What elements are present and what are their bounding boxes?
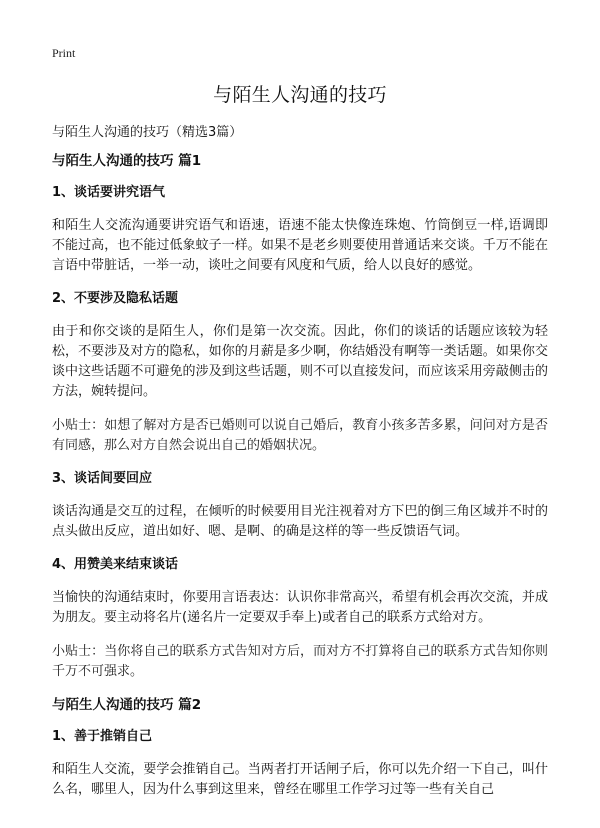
tip-paragraph: 小贴士：如想了解对方是否已婚则可以说自己婚后，教育小孩多苦多累，问问对方是否有同感，那么对方自然会说出自己的婚姻状况。 (52, 418, 548, 453)
document-subtitle: 与陌生人沟通的技巧（精选3篇） (52, 125, 243, 140)
article-body (52, 152, 548, 814)
tip-paragraph: 小贴士：当你将自己的联系方式告知对方后，而对方不打算将自己的联系方式告知你则千万不可强求。 (52, 644, 548, 679)
item-heading: 4、用赞美来结束谈话 (52, 557, 179, 572)
item-heading: 1、谈话要讲究语气 (52, 185, 166, 200)
item-heading: 3、谈话间要回应 (52, 471, 153, 486)
paragraph: 当愉快的沟通结束时，你要用言语表达：认识你非常高兴，希望有机会再次交流，并成为朋友。要主动将名片(递名片一定要双手奉上)或者自己的联系方式给对方。 (52, 590, 548, 625)
print-link[interactable]: Print (52, 46, 76, 60)
section-heading: 与陌生人沟通的技巧 篇2 (52, 697, 202, 713)
paragraph: 谈话沟通是交互的过程，在倾听的时候要用目光注视着对方下巴的倒三角区域并不时的点头做出反应，道出如好、嗯、是啊、的确是这样的等一些反馈语气词。 (52, 504, 548, 539)
paragraph: 和陌生人交流，要学会推销自己。当两者打开话闸子后，你可以先介绍一下自己，叫什么名，哪里人，因为什么事到这里来，曾经在哪里工作学习过等一些有关自己 (52, 762, 548, 797)
document-title: 与陌生人沟通的技巧 (213, 84, 387, 106)
paragraph: 和陌生人交流沟通要讲究语气和语速，语速不能太快像连珠炮、竹筒倒豆一样,语调即不能过高，也不能过低象蚊子一样。如果不是老乡则要使用普通话来交谈。千万不能在言语中带脏话，一举一动，谈吐之间要有风度和气质，给人以良好的感觉。 (52, 218, 548, 273)
item-heading: 2、不要涉及隐私话题 (52, 291, 179, 306)
item-heading: 1、善于推销自己 (52, 729, 153, 744)
paragraph: 由于和你交谈的是陌生人，你们是第一次交流。因此，你们的谈话的话题应该较为轻松，不要涉及对方的隐私，如你的月薪是多少啊，你结婚没有啊等一类话题。如果你交谈中这些话题不可避免的涉及到这些话题，则不可以直接发问，而应该采用旁敲侧击的方法，婉转提问。 (52, 324, 548, 399)
section-heading: 与陌生人沟通的技巧 篇1 (52, 153, 202, 169)
